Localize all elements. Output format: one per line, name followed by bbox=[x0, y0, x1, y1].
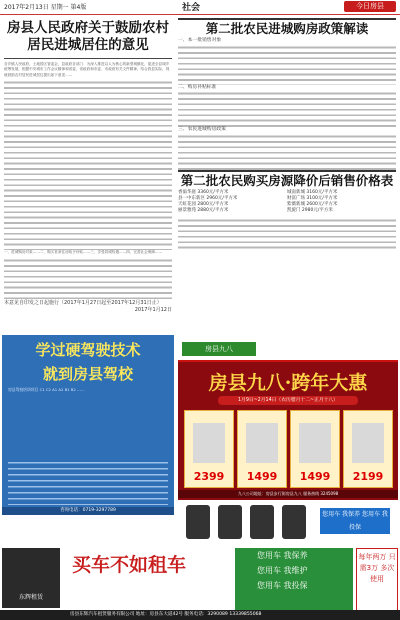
driving-ad-text: 房县驾校培训项目 C1 C2 A1 A2 B1 B2 …… bbox=[8, 387, 85, 392]
rental-service-item: 您用车 我投保 bbox=[257, 581, 308, 590]
paper-logo: 今日房县 bbox=[344, 1, 396, 12]
price-list bbox=[178, 190, 396, 215]
phone-image bbox=[218, 505, 242, 539]
product-price: 1499 bbox=[299, 470, 331, 483]
product-price: 1499 bbox=[246, 470, 278, 483]
store-brand-logo: 房县九八 bbox=[182, 342, 256, 356]
left-article-body-2: 一、进城购房对象……二、购买首套住房给予补贴……三、享受同城待遇……四、完善社会保障…… bbox=[4, 250, 163, 255]
product-card bbox=[184, 410, 234, 488]
price-item: 紫薇新城 2600元/平方米 bbox=[287, 202, 338, 208]
rental-service-item: 您用车 我维护 bbox=[257, 566, 308, 575]
rental-address: 房县东辉汽车租赁服务有限公司 地址：房县东大道42号 服务电话：3290089 13339855068 bbox=[0, 610, 400, 620]
left-article-text-block bbox=[4, 80, 172, 250]
rental-services bbox=[235, 548, 353, 612]
driving-ad-title-1: 学过硬驾驶技术 bbox=[35, 341, 141, 359]
right-subhead-1: 一、本一批销售对象 bbox=[178, 38, 222, 43]
rental-offer: 每年两万 只需3万 多次使用 bbox=[356, 548, 398, 612]
product-image bbox=[193, 423, 225, 463]
right-subhead-3: 三、农民进城购房政策 bbox=[178, 127, 226, 132]
driving-ad-fine-print bbox=[8, 459, 168, 505]
store-ad bbox=[178, 338, 398, 544]
price-item: 天虹花园 2800元/平方米 bbox=[178, 202, 229, 208]
right-article-title-1: 第二批农民进城购房政策解读 bbox=[205, 21, 369, 36]
store-ad-headline: 房县九八·跨年大惠 bbox=[208, 372, 368, 394]
product-card bbox=[237, 410, 287, 488]
left-article-text-block-2 bbox=[4, 258, 172, 300]
product-card bbox=[290, 410, 340, 488]
product-card bbox=[343, 410, 393, 488]
left-article bbox=[4, 18, 172, 314]
driving-ad-footer: 咨询电话：0719-3297789 bbox=[2, 507, 174, 515]
left-article-date: 2017年1月12日 bbox=[134, 306, 172, 313]
price-item: 财富广场 3100元/平方米 bbox=[287, 195, 338, 201]
left-article-note: 本意见自印发之日起施行（2017年1月27日起至2017年12月31日止） bbox=[4, 299, 162, 306]
price-item: 城南新城 3160元/平方米 bbox=[287, 189, 338, 195]
right-text-block-4 bbox=[178, 218, 396, 252]
right-article-title-2: 第二批农民购买房源降价后销售价格表 bbox=[180, 172, 394, 188]
rental-logo bbox=[2, 548, 60, 608]
left-article-title: 房县人民政府关于鼓励农村居民进城居住的意见 bbox=[7, 20, 169, 53]
right-text-block-3 bbox=[178, 134, 396, 170]
divider bbox=[4, 58, 172, 59]
issue-date: 2017年2月13日 星期一 第4版 bbox=[4, 4, 87, 11]
rental-slogan: 买车不如租车 bbox=[72, 554, 187, 576]
price-item: 丽景雅苑 2880元/平方米 bbox=[178, 208, 229, 214]
store-ad-dates: 1月9日~2月14日（农历腊月十二~正月十八） bbox=[218, 396, 358, 405]
car-rental-ad bbox=[0, 545, 400, 620]
product-image bbox=[352, 423, 384, 463]
rental-logo-text: 东辉租赁 bbox=[18, 594, 43, 601]
price-item: 凯旋门 2980元/平方米 bbox=[287, 208, 333, 214]
right-text-block-2 bbox=[178, 91, 396, 127]
price-item: 香溢华庭 3360元/平方米 bbox=[178, 189, 229, 195]
driving-ad-title-2: 就到房县驾校 bbox=[42, 365, 133, 383]
phone-promo bbox=[178, 500, 398, 544]
driving-school-ad bbox=[2, 335, 174, 515]
phone-image bbox=[186, 505, 210, 539]
left-article-body-1: 各乡镇人民政府，土地园区管委会，县政府各部门：为深入推进以人为核心的新型城镇化，促进全县城乡统筹发展，根据中央城市工作会议精神和省委、省政府和市委、市政府有关文件精神，结合我县实际，现就鼓励农村居民进城居住提出如下意见…… bbox=[4, 62, 170, 77]
rental-service-item: 您用车 我保养 bbox=[257, 551, 308, 560]
product-price: 2399 bbox=[193, 470, 225, 483]
phone-image bbox=[250, 505, 274, 539]
product-image bbox=[299, 423, 331, 463]
phone-promo-label: 您用车 我保养 您用车 我投保 bbox=[320, 508, 390, 534]
price-item: 县一中东新区 2960元/平方米 bbox=[178, 195, 238, 201]
right-text-block-1 bbox=[178, 45, 396, 85]
product-price: 2199 bbox=[352, 470, 384, 483]
section-title: 社会 bbox=[182, 3, 201, 13]
right-article bbox=[178, 18, 396, 252]
product-cards bbox=[184, 410, 392, 486]
store-ad-info: 九八公司地址：房县步行街房县九八 服务热线 3245098 bbox=[178, 490, 398, 498]
product-image bbox=[246, 423, 278, 463]
right-subhead-2: 二、购房补贴标准 bbox=[178, 84, 217, 90]
phone-image bbox=[282, 505, 306, 539]
